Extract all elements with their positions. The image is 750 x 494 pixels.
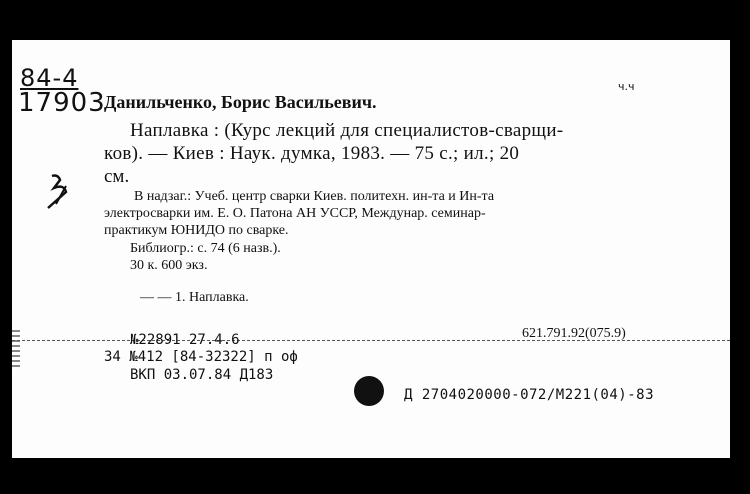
catalog-card: [12, 40, 730, 458]
registration-stamp-2: 34 №412 [84-32322] п оф: [104, 349, 298, 365]
registration-stamp-1: №22891 27.4.6: [130, 332, 240, 348]
title-line-2: ков). — Киев : Наук. думка, 1983. — 75 с.; ил.; 20: [104, 143, 520, 164]
note-line-1: В надзаг.: Учеб. центр сварки Киев. политехн. ин-та и Ин-та: [134, 189, 495, 204]
handwritten-check-mark: [44, 168, 84, 212]
author-heading: Данильченко, Борис Васильевич.: [104, 92, 377, 112]
udc-number: 621.791.92(075.9): [522, 326, 626, 341]
dashed-divider: [12, 340, 730, 341]
card-edge-marks: [12, 330, 20, 370]
registration-stamp-3: ВКП 03.07.84 Д183: [130, 367, 274, 383]
bibliography-note: Библиогр.: с. 74 (6 назв.).: [130, 241, 281, 256]
subject-heading: — — 1. Наплавка.: [140, 290, 249, 305]
handwritten-shelfmark-bottom: 17903: [18, 88, 106, 118]
title-line-1: Наплавка : (Курс лекций для специалистов-сварщи-: [130, 120, 564, 141]
classification-code: Д 2704020000-072/М221(04)-83: [404, 387, 655, 403]
price-and-print-run: 30 к. 600 экз.: [130, 258, 208, 273]
note-line-2: электросварки им. Е. О. Патона АН УССР, Междунар. семинар-: [104, 206, 486, 221]
corner-mark: ч.ч: [618, 80, 635, 93]
handwritten-shelfmark-top: 84-4: [20, 64, 79, 92]
punch-hole: [354, 376, 384, 406]
note-line-3: практикум ЮНИДО по сварке.: [104, 223, 289, 238]
title-line-3: см.: [104, 166, 130, 187]
